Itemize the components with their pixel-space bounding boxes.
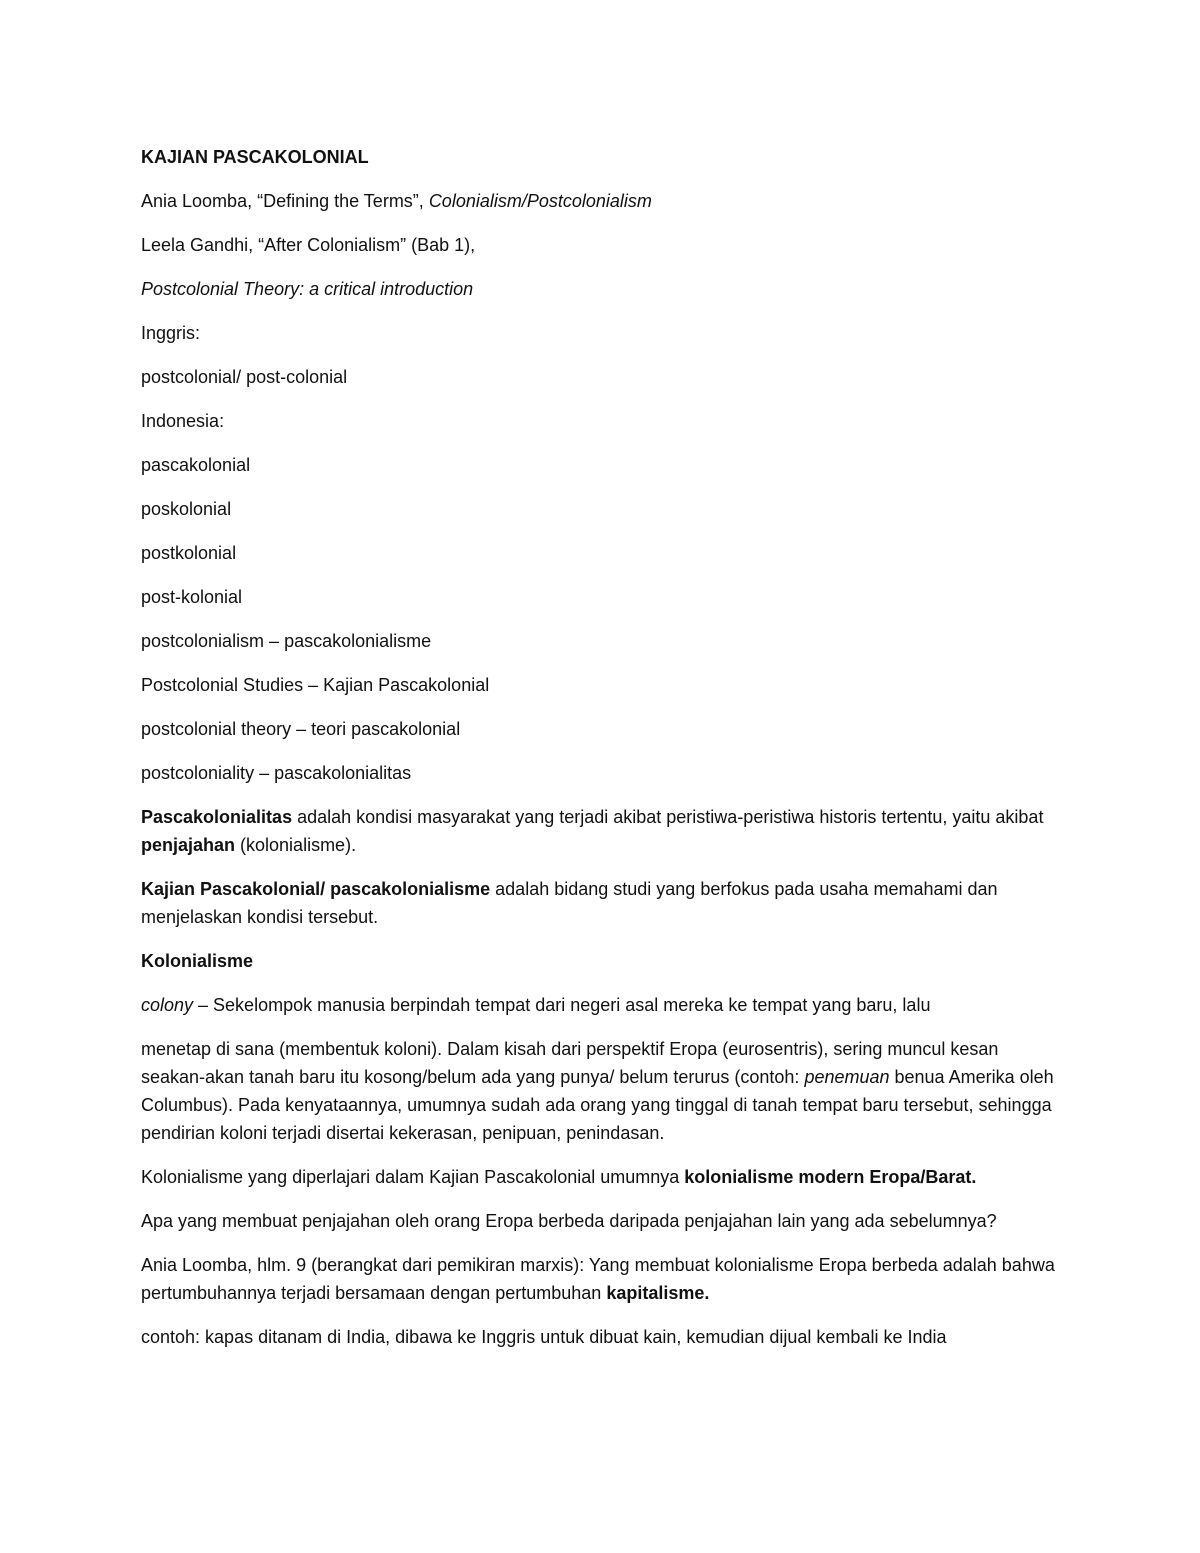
translation-line: postcoloniality – pascakolonialitas (141, 763, 412, 783)
reference-gandhi: Leela Gandhi, “After Colonialism” (Bab 1), (141, 235, 476, 255)
section-heading-kolonialisme: Kolonialisme (141, 951, 254, 971)
definition-kajian (141, 875, 1061, 931)
reference-loomba-book: Colonialism/Postcolonialism (428, 191, 652, 211)
menetap-paragraph (141, 1035, 1061, 1147)
menetap-text-end: benua Amerika oleh Columbus). Pada kenyataannya, umumnya sudah ada orang yang tinggal di tanah tempat baru tersebut, sehingga pendirian koloni terjadi disertai kekerasan, penipuan, penindasan. (141, 1067, 1054, 1143)
example-paragraph: contoh: kapas ditanam di India, dibawa ke Inggris untuk dibuat kain, kemudian dijual kembali ke India (141, 1327, 947, 1347)
kolonialisme-modern-bold: kolonialisme modern Eropa/Barat. (684, 1167, 977, 1187)
indonesian-term: postkolonial (141, 543, 237, 563)
reference-gandhi-book: Postcolonial Theory: a critical introduction (141, 279, 474, 299)
colony-definition (141, 991, 1061, 1019)
translation-line: postcolonial theory – teori pascakolonial (141, 719, 461, 739)
reference-loomba-author: Ania Loomba, “Defining the Terms”, (141, 191, 429, 211)
colony-text: – Sekelompok manusia berpindah tempat dari negeri asal mereka ke tempat yang baru, lalu (193, 995, 931, 1015)
definition-term: Pascakolonialitas (141, 807, 293, 827)
translation-line: postcolonialism – pascakolonialisme (141, 631, 432, 651)
question-paragraph: Apa yang membuat penjajahan oleh orang Eropa berbeda daripada penjajahan lain yang ada sebelumnya? (141, 1211, 997, 1231)
document-page (141, 143, 1061, 1367)
reference-loomba (141, 187, 1061, 215)
definition-term: Kajian Pascakolonial/ pascakolonialisme (141, 879, 491, 899)
colony-term: colony (141, 995, 194, 1015)
definition-text: adalah bidang studi yang berfokus pada usaha memahami dan menjelaskan kondisi tersebut. (141, 879, 998, 927)
kolonialisme-modern-text: Kolonialisme yang diperlajari dalam Kajian Pascakolonial umumnya (141, 1167, 685, 1187)
english-label: Inggris: (141, 323, 201, 343)
definition-text: adalah kondisi masyarakat yang terjadi akibat peristiwa-peristiwa historis tertentu, yaitu akibat (292, 807, 1044, 827)
english-term: postcolonial/ post-colonial (141, 367, 348, 387)
kolonialisme-modern-paragraph (141, 1163, 1061, 1191)
translation-line: Postcolonial Studies – Kajian Pascakolonial (141, 675, 490, 695)
loomba-bold: kapitalisme. (606, 1283, 710, 1303)
indonesian-term: post-kolonial (141, 587, 243, 607)
loomba-paragraph (141, 1251, 1061, 1307)
indonesian-term: poskolonial (141, 499, 232, 519)
indonesian-label: Indonesia: (141, 411, 225, 431)
document-title: KAJIAN PASCAKOLONIAL (141, 147, 369, 167)
definition-pascakolonialitas (141, 803, 1061, 859)
indonesian-term: pascakolonial (141, 455, 251, 475)
definition-text-end: (kolonialisme). (235, 835, 357, 855)
menetap-text: menetap di sana (membentuk koloni). Dalam kisah dari perspektif Eropa (eurosentris), sering muncul kesan seakan-akan tanah baru itu kosong/belum ada yang punya/ belum terurus (contoh: (141, 1039, 999, 1087)
definition-bold: penjajahan (141, 835, 236, 855)
loomba-text: Ania Loomba, hlm. 9 (berangkat dari pemikiran marxis): Yang membuat kolonialisme Eropa berbeda adalah bahwa pertumbuhannya terjadi bersamaan dengan pertumbuhan (141, 1255, 1055, 1303)
menetap-italic: penemuan (804, 1067, 890, 1087)
